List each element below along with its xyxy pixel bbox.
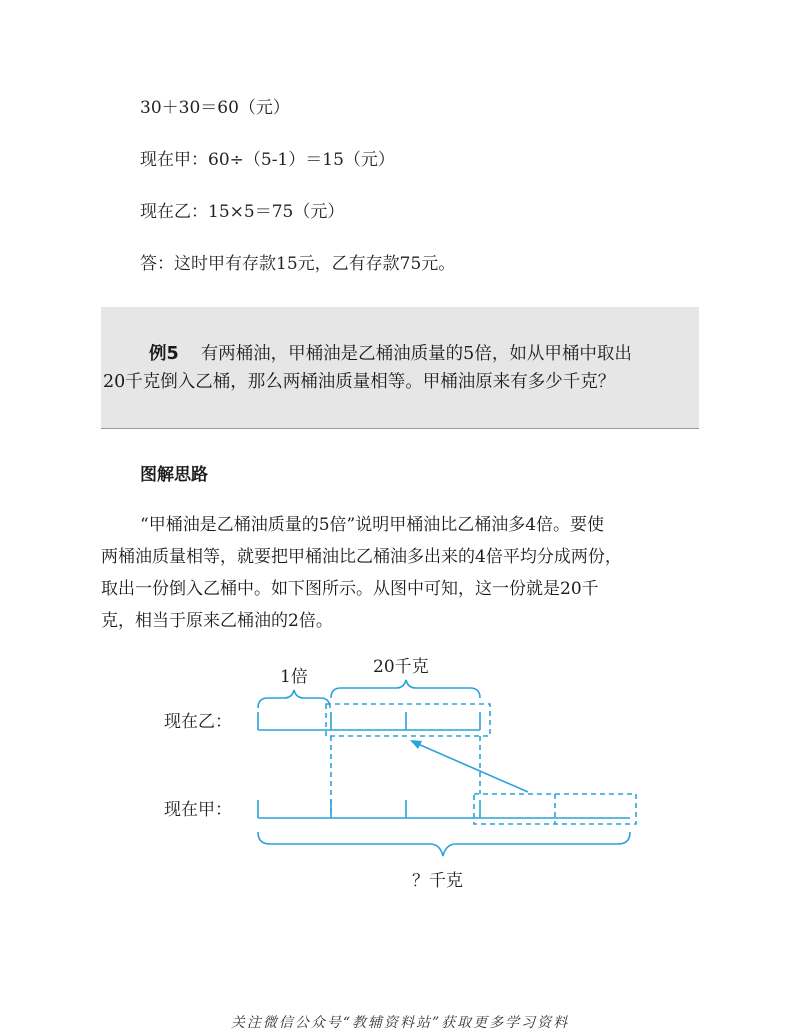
label-one-times: 1倍 xyxy=(280,667,308,687)
paragraph-line-1: “甲桶油是乙桶油质量的5倍”说明甲桶油比乙桶油多4倍。要使 xyxy=(140,515,605,535)
paragraph-line-3: 取出一份倒入乙桶中。如下图所示。从图中可知，这一份就是20千 xyxy=(101,579,599,599)
paragraph-line-4: 克，相当于原来乙桶油的2倍。 xyxy=(101,611,333,631)
label-now-yi: 现在乙： xyxy=(164,712,232,732)
solution-line-1: 30＋30＝60（元） xyxy=(140,98,290,118)
paragraph-line-2: 两桶油质量相等，就要把甲桶油比乙桶油多出来的4倍平均分成两份， xyxy=(101,547,622,567)
section-title: 图解思路 xyxy=(140,465,208,485)
transfer-arrowhead xyxy=(410,740,422,749)
total-brace xyxy=(258,832,630,856)
label-20kg: 20千克 xyxy=(373,657,429,677)
solution-line-2: 现在甲：60÷（5-1）＝15（元） xyxy=(140,150,395,170)
one-times-brace xyxy=(258,690,330,708)
example-line-2: 20千克倒入乙桶，那么两桶油质量相等。甲桶油原来有多少千克？ xyxy=(103,372,616,392)
label-now-jia: 现在甲： xyxy=(164,800,232,820)
footer-watermark: 关注微信公众号“教辅资料站”获取更多学习资料 xyxy=(230,1015,570,1031)
twenty-kg-brace xyxy=(331,680,480,698)
example-text-1: 有两桶油，甲桶油是乙桶油质量的5倍，如从甲桶中取出 xyxy=(200,344,632,364)
answer-line: 答：这时甲有存款15元，乙有存款75元。 xyxy=(140,254,456,274)
example-label: 例5 xyxy=(149,344,179,364)
yi-dashed-box xyxy=(326,704,490,736)
transfer-arrow xyxy=(418,744,528,792)
label-question-kg: ？千克 xyxy=(412,871,463,891)
solution-line-3: 现在乙：15×5＝75（元） xyxy=(140,202,345,222)
